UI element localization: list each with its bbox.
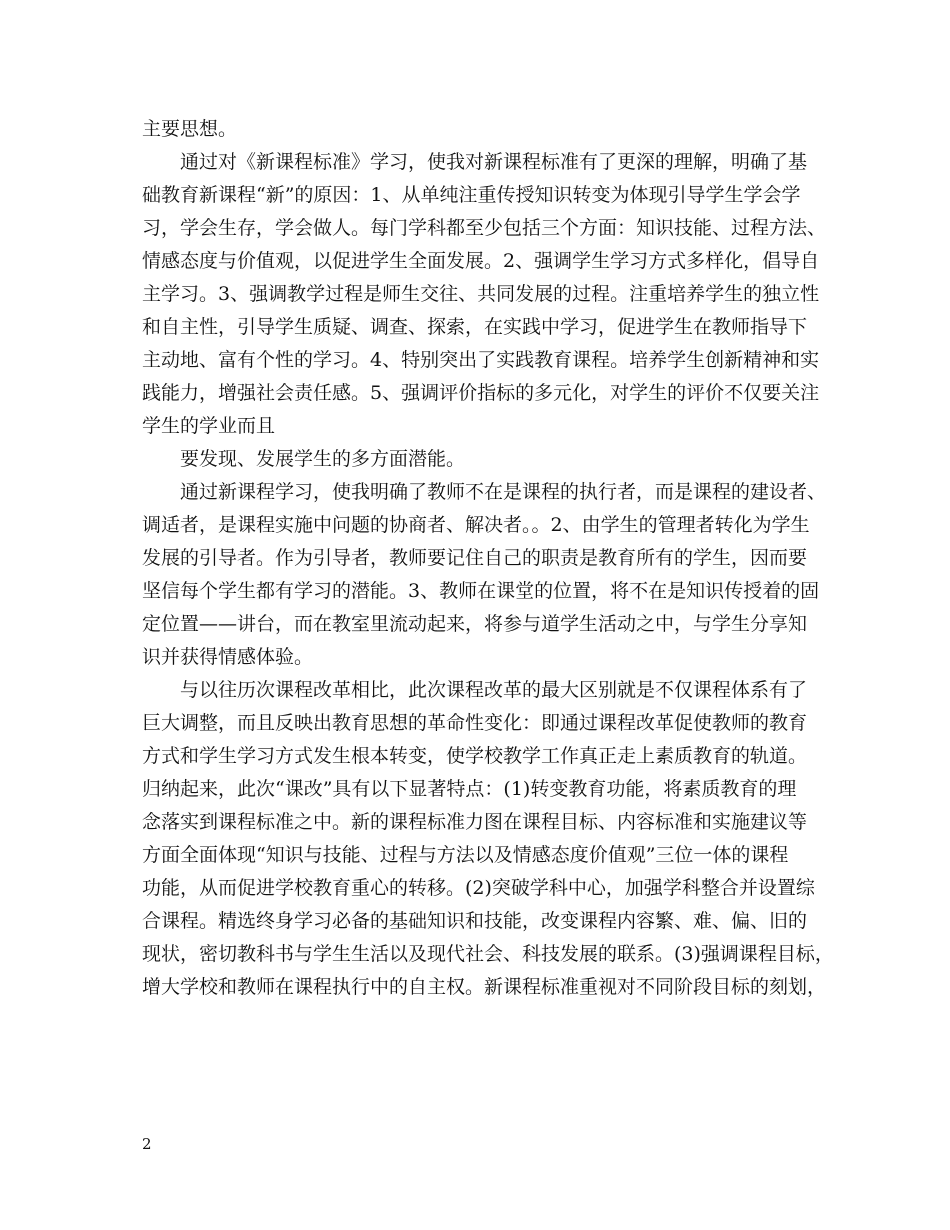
document-body bbox=[142, 113, 834, 1004]
text-line: 践能力，增强社会责任感。5、强调评价指标的多元化，对学生的评价不仅要关注 bbox=[142, 382, 820, 404]
text-line: 发展的引导者。作为引导者，教师要记住自己的职责是教育所有的学生，因而要 bbox=[142, 547, 808, 569]
text-line: 巨大调整，而且反映出教育思想的革命性变化：即通过课程改革促使教师的教育 bbox=[142, 712, 808, 734]
text-line: 功能，从而促进学校教育重心的转移。(2)突破学科中心，加强学科整合并设置综 bbox=[142, 877, 815, 899]
text-line: 主要思想。 bbox=[142, 118, 238, 140]
text-line: 要发现、发展学生的多方面潜能。 bbox=[180, 448, 466, 470]
text-line: 念落实到课程标准之中。新的课程标准力图在课程目标、内容标准和实施建议等 bbox=[142, 811, 808, 833]
text-line: 归纳起来，此次“课改”具有以下显著特点：(1)转变教育功能，将素质教育的理 bbox=[142, 778, 797, 800]
text-line: 情感态度与价值观，以促进学生全面发展。2、强调学生学习方式多样化，倡导自 bbox=[142, 250, 820, 272]
page-number: 2 bbox=[142, 1135, 152, 1153]
text-line: 学生的学业而且 bbox=[142, 415, 276, 437]
text-line: 习，学会生存，学会做人。每门学科都至少包括三个方面：知识技能、过程方法、 bbox=[142, 217, 827, 239]
text-line: 坚信每个学生都有学习的潜能。3、教师在课堂的位置，将不在是知识传授着的固 bbox=[142, 580, 820, 602]
text-line: 增大学校和教师在课程执行中的自主权。新课程标准重视对不同阶段目标的刻划， bbox=[142, 976, 827, 998]
text-line: 现状，密切教科书与学生生活以及现代社会、科技发展的联系。(3)强调课程目标， bbox=[142, 943, 834, 965]
text-line: 通过对《新课程标准》学习，使我对新课程标准有了更深的理解，明确了基 bbox=[180, 151, 808, 173]
text-line: 方面全面体现“知识与技能、过程与方法以及情感态度价值观”三位一体的课程 bbox=[142, 844, 789, 866]
text-line: 主动地、富有个性的学习。4、特别突出了实践教育课程。培养学生创新精神和实 bbox=[142, 349, 820, 371]
text-line: 方式和学生学习方式发生根本转变，使学校教学工作真正走上素质教育的轨道。 bbox=[142, 745, 808, 767]
text-line: 定位置——讲台，而在教室里流动起来，将参与道学生活动之中，与学生分享知 bbox=[142, 613, 808, 635]
text-line: 与以往历次课程改革相比，此次课程改革的最大区别就是不仅课程体系有了 bbox=[180, 679, 808, 701]
text-line: 础教育新课程“新”的原因：1、从单纯注重传授知识转变为体现引导学生学会学 bbox=[142, 184, 801, 206]
text-line: 识并获得情感体验。 bbox=[142, 646, 314, 668]
text-line: 和自主性，引导学生质疑、调查、探索，在实践中学习，促进学生在教师指导下 bbox=[142, 316, 808, 338]
text-line: 调适者，是课程实施中问题的协商者、解决者。。2、由学生的管理者转化为学生 bbox=[142, 514, 810, 536]
text-line: 合课程。精选终身学习必备的基础知识和技能，改变课程内容繁、难、偏、旧的 bbox=[142, 910, 808, 932]
text-line: 通过新课程学习，使我明确了教师不在是课程的执行者，而是课程的建设者、 bbox=[180, 481, 827, 503]
text-line: 主学习。3、强调教学过程是师生交往、共同发展的过程。注重培养学生的独立性 bbox=[142, 283, 820, 305]
